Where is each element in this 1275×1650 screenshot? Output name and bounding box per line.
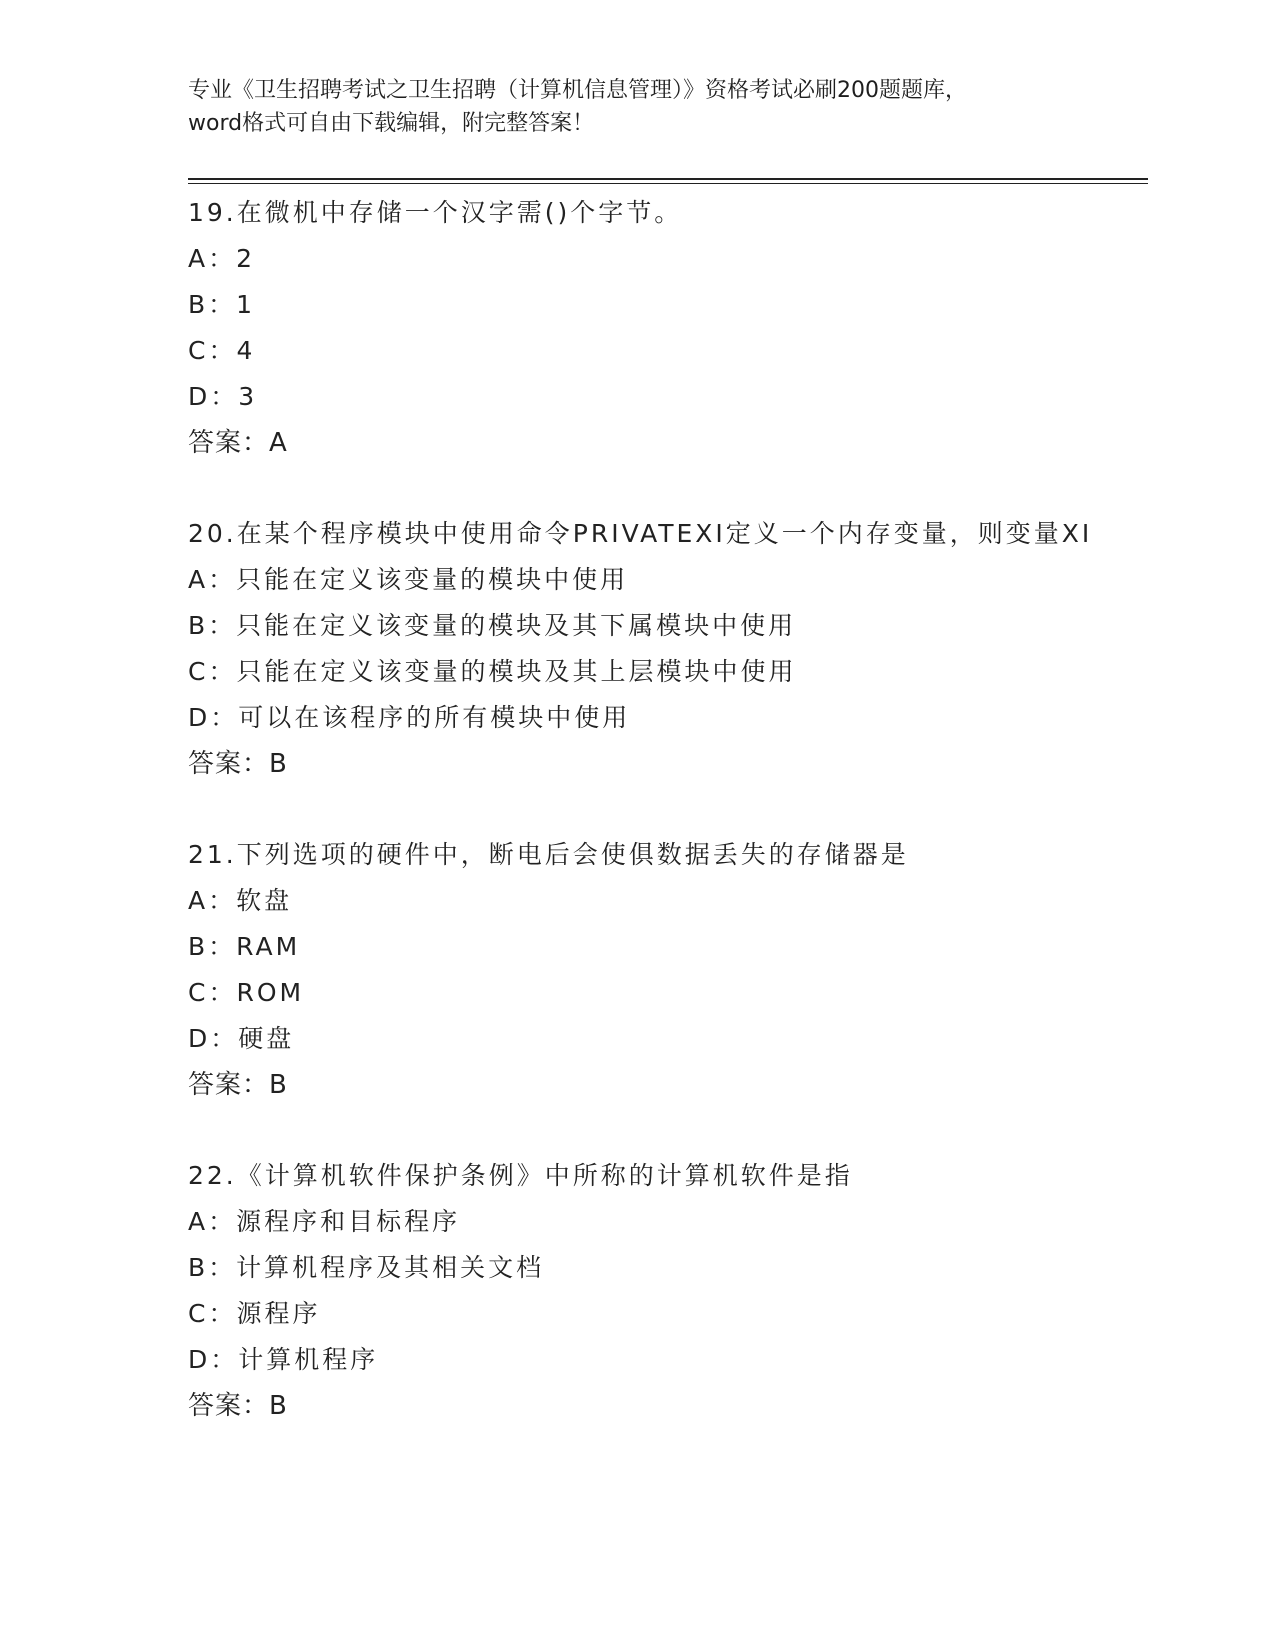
option-d: D：硬盘 — [188, 1024, 295, 1053]
option-b: B：1 — [188, 290, 256, 319]
header-divider-thin — [188, 183, 1148, 184]
question-text: 19.在微机中存储一个汉字需()个字节。 — [188, 198, 683, 227]
question-20 — [188, 511, 1138, 787]
option-c: C：只能在定义该变量的模块及其上层模块中使用 — [188, 657, 797, 686]
option-a: A：2 — [188, 244, 256, 273]
option-d: D：3 — [188, 382, 258, 411]
question-22 — [188, 1153, 1138, 1429]
option-d: D：计算机程序 — [188, 1345, 379, 1374]
question-19 — [188, 190, 1138, 466]
option-b: B：只能在定义该变量的模块及其下属模块中使用 — [188, 611, 797, 640]
question-list — [188, 190, 1138, 1474]
question-text: 20.在某个程序模块中使用命令PRIVATEXI定义一个内存变量，则变量XI — [188, 519, 1093, 548]
option-a: A：源程序和目标程序 — [188, 1207, 461, 1236]
option-b: B：RAM — [188, 932, 301, 961]
header-divider-thick — [188, 178, 1148, 180]
option-c: C：源程序 — [188, 1299, 321, 1328]
question-21 — [188, 832, 1138, 1108]
answer-line: 答案：B — [188, 1070, 288, 1100]
question-text: 21.下列选项的硬件中，断电后会使俱数据丢失的存储器是 — [188, 840, 909, 869]
option-c: C：ROM — [188, 978, 305, 1007]
document-header — [188, 74, 1088, 140]
header-line-1: 专业《卫生招聘考试之卫生招聘（计算机信息管理）》资格考试必刷200题题库， — [188, 78, 967, 103]
question-text: 22.《计算机软件保护条例》中所称的计算机软件是指 — [188, 1161, 853, 1190]
option-a: A：软盘 — [188, 886, 293, 915]
option-d: D：可以在该程序的所有模块中使用 — [188, 703, 631, 732]
header-line-2: word格式可自由下载编辑，附完整答案！ — [188, 111, 595, 136]
option-a: A：只能在定义该变量的模块中使用 — [188, 565, 629, 594]
answer-line: 答案：B — [188, 749, 288, 779]
option-b: B：计算机程序及其相关文档 — [188, 1253, 545, 1282]
answer-line: 答案：B — [188, 1391, 288, 1421]
option-c: C：4 — [188, 336, 256, 365]
answer-line: 答案：A — [188, 428, 288, 458]
